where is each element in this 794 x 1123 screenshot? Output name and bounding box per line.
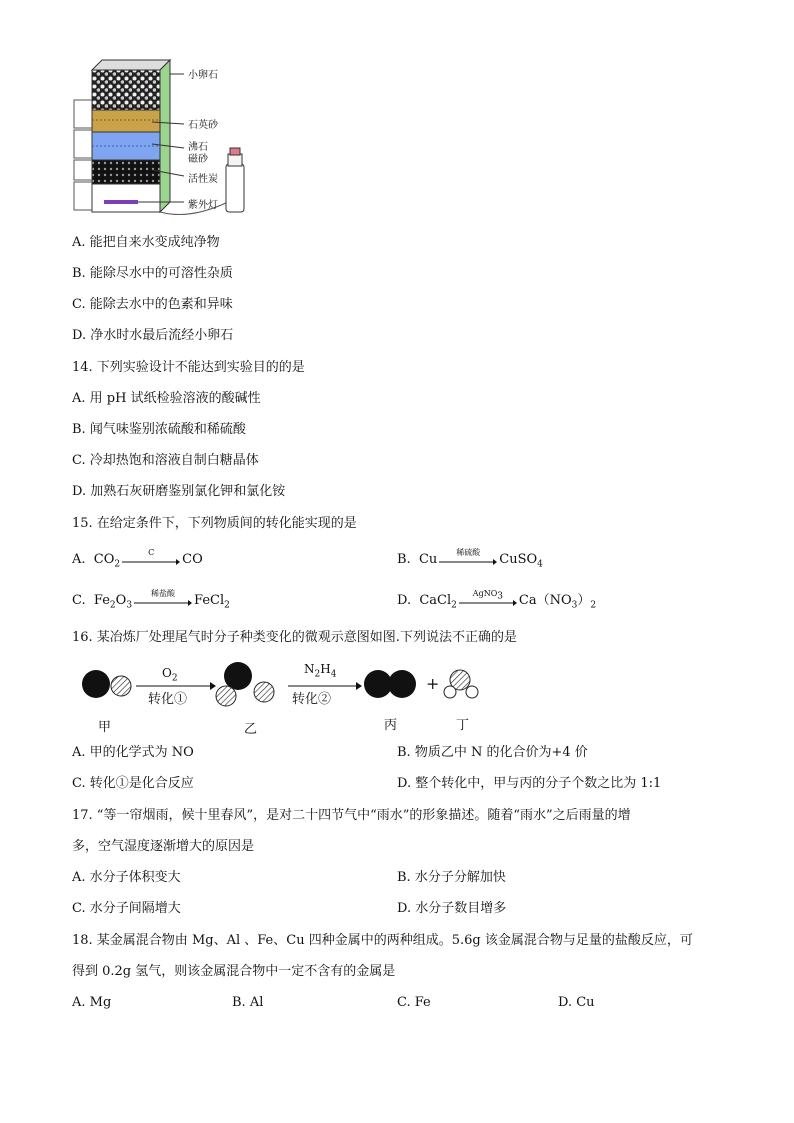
q18-option-c: C. Fe [397,995,431,1010]
q14-option-b: B. 闻气味鉴别浓硫酸和稀硫酸 [72,422,246,437]
reaction-arrow: 稀硫酸 [439,553,497,567]
label-pebbles: 小卵石 [188,70,218,81]
q16-option-d: D. 整个转化中，甲与丙的分子个数之比为 1:1 [397,776,662,791]
label-activated-carbon: 活性炭 [188,174,218,185]
label-yi: 乙 [244,722,258,737]
q14-stem: 14. 下列实验设计不能达到实验目的的是 [72,360,305,375]
water-purifier-figure [60,52,260,222]
q18-option-b: B. Al [232,995,264,1010]
molecule-diagram [72,660,492,740]
molecule-diagram-svg [72,660,492,740]
q17-option-c: C. 水分子间隔增大 [72,901,181,916]
reagent-o2: $O_2$ [162,666,178,684]
q17-stem-line1: 17. “等一帘烟雨，候十里春风”，是对二十四节气中“雨水”的形象描述。随着“雨水”之后雨量的增 [72,808,631,823]
purifier-diagram [60,52,260,222]
reaction-arrow: 稀盐酸 [134,594,192,608]
reaction-arrow: AgNO$_3$ [459,594,517,608]
q17-option-b: B. 水分子分解加快 [397,870,506,885]
q14-option-a: A. 用 pH 试纸检验溶液的酸碱性 [72,391,261,406]
label-zeolite: 沸石 [188,142,208,153]
q15-option-b: B. Cu 稀硫酸 CuSO$_4$ [397,547,543,570]
q14-option-d: D. 加熟石灰研磨鉴别氯化钾和氯化铵 [72,484,286,499]
q18-stem-line2: 得到 0.2g 氢气，则该金属混合物中一定不含有的金属是 [72,964,396,979]
reagent-n2h4: $N_2H_4$ [304,662,337,680]
q15-option-a: A. $CO_2$ C CO [72,547,203,570]
q13-option-a: A. 能把自来水变成纯净物 [72,235,220,250]
q18-option-a: A. Mg [72,995,112,1010]
q16-option-b: B. 物质乙中 N 的化合价为+4 价 [397,745,588,760]
q13-option-b: B. 能除尽水中的可溶性杂质 [72,266,233,281]
q14-option-c: C. 冷却热饱和溶液自制白糖晶体 [72,453,259,468]
q17-stem-line2: 多，空气湿度逐渐增大的原因是 [72,839,255,854]
label-ding: 丁 [456,718,470,733]
label-bing: 丙 [384,718,398,733]
q15-option-d: D. CaCl$_2$ AgNO$_3$ $Ca(NO_3)_2$ [397,588,597,611]
q13-option-d: D. 净水时水最后流经小卵石 [72,328,234,343]
q16-stem: 16. 某冶炼厂处理尾气时分子种类变化的微观示意图如图.下列说法不正确的是 [72,630,517,645]
step-1-label: 转化① [148,692,188,707]
q18-option-d: D. Cu [558,995,595,1010]
reaction-arrow: C [122,553,180,567]
q18-stem-line1: 18. 某金属混合物由 Mg、Al 、Fe、Cu 四种金属中的两种组成。5.6g 该金属混合物与足量的盐酸反应，可 [72,933,693,948]
q16-option-c: C. 转化①是化合反应 [72,776,194,791]
q16-option-a: A. 甲的化学式为 NO [72,745,194,760]
plus-sign: + [426,674,440,693]
q17-option-d: D. 水分子数目增多 [397,901,507,916]
label-magnetic-sand: 磁砂 [188,154,208,165]
q17-option-a: A. 水分子体积变大 [72,870,181,885]
step-2-label: 转化② [292,692,332,707]
label-quartz-sand: 石英砂 [188,120,218,131]
q15-option-c: C. $Fe_2O_3$ 稀盐酸 FeCl$_2$ [72,588,230,611]
label-uv-lamp: 紫外灯 [188,200,218,211]
label-jia: 甲 [98,720,112,735]
q13-option-c: C. 能除去水中的色素和异味 [72,297,233,312]
q15-stem: 15. 在给定条件下，下列物质间的转化能实现的是 [72,516,357,531]
